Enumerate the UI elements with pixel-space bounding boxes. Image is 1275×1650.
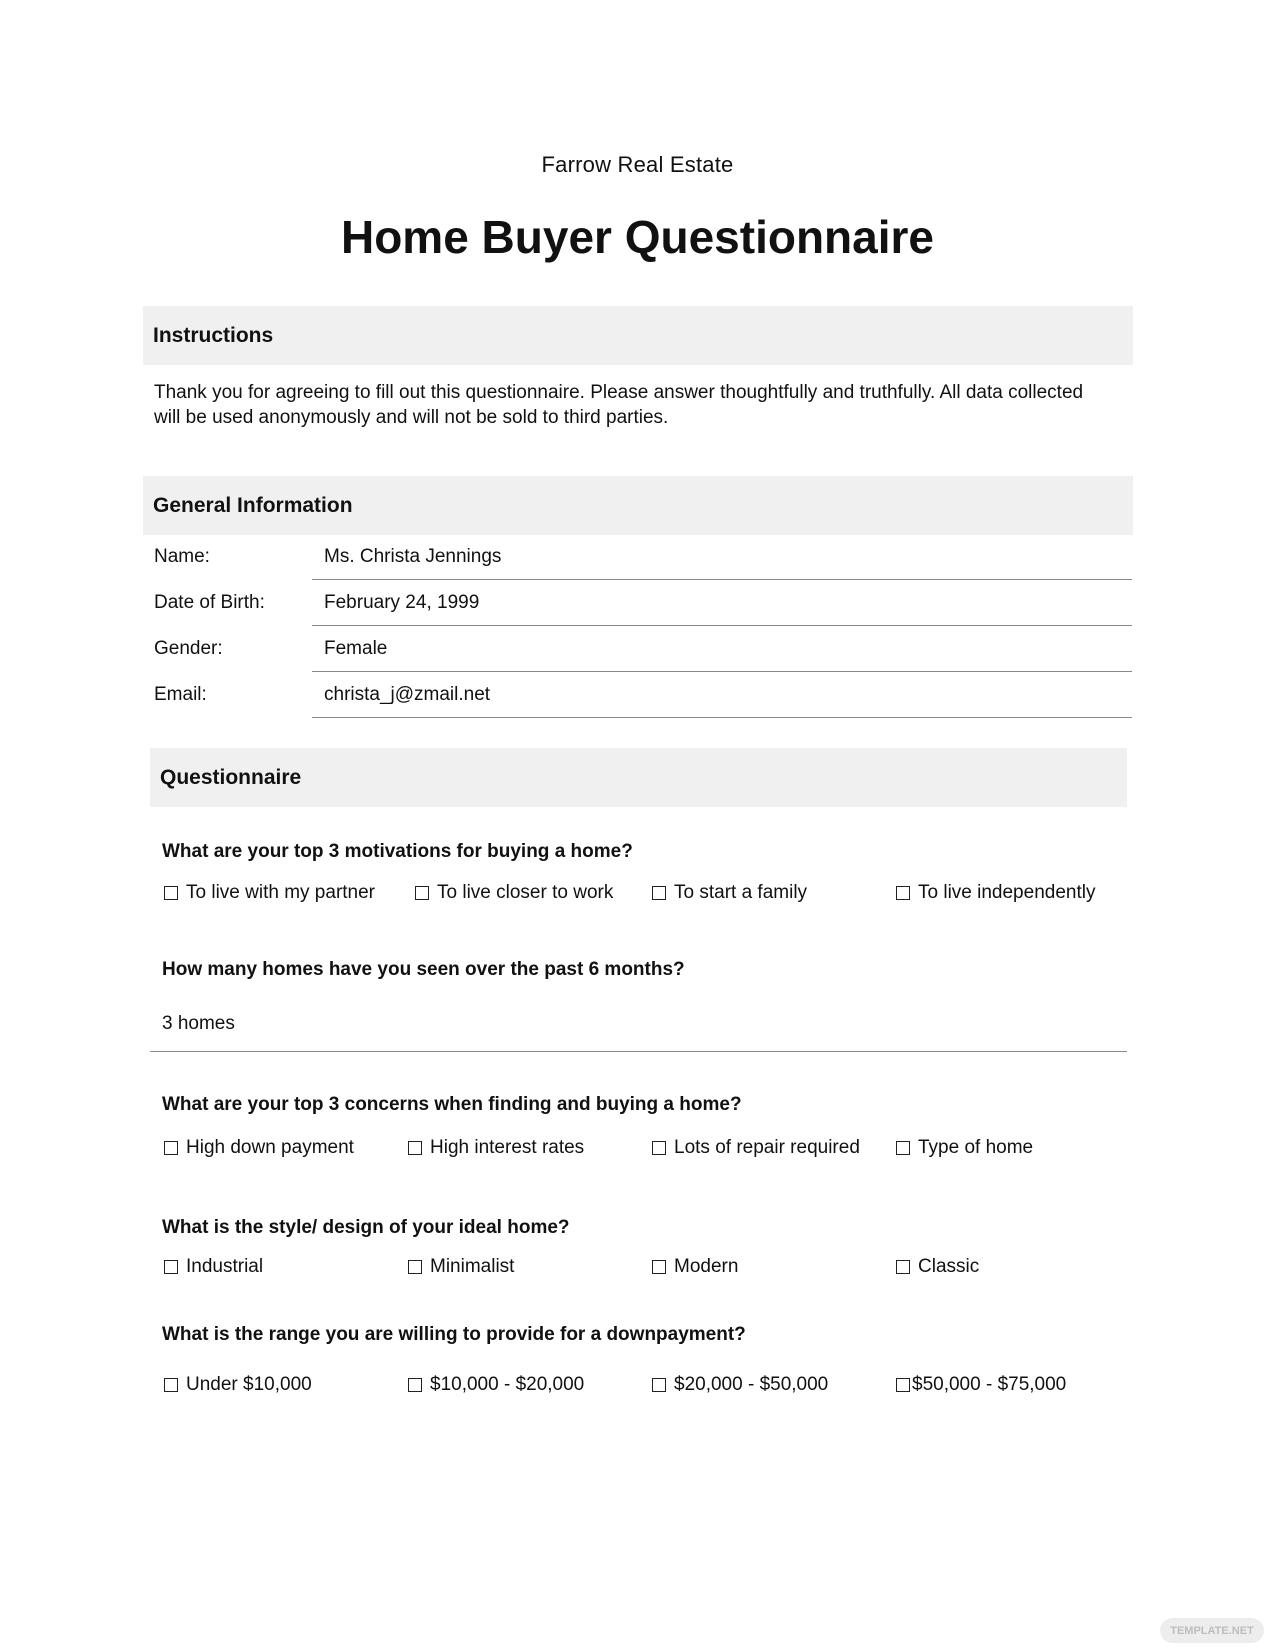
checkbox-icon[interactable] — [408, 1141, 422, 1155]
option-label: $50,000 - $75,000 — [912, 1374, 1067, 1395]
option-label: Type of home — [918, 1137, 1034, 1158]
checkbox-icon[interactable] — [896, 1141, 910, 1155]
homes-seen-answer[interactable]: 3 homes — [150, 996, 1127, 1052]
questionnaire-header: Questionnaire — [150, 748, 1127, 807]
checkbox-option[interactable] — [164, 1256, 263, 1278]
checkbox-icon[interactable] — [652, 1260, 666, 1274]
checkbox-icon[interactable] — [164, 1260, 178, 1274]
checkbox-icon[interactable] — [164, 1378, 178, 1392]
checkbox-icon[interactable] — [652, 1141, 666, 1155]
option-label: High interest rates — [430, 1137, 585, 1158]
checkbox-option[interactable] — [896, 1137, 1033, 1159]
page-title: Home Buyer Questionnaire — [340, 211, 935, 263]
date-of-birth-field[interactable]: February 24, 1999 — [312, 580, 1132, 626]
checkbox-icon[interactable] — [408, 1260, 422, 1274]
option-label: Under $10,000 — [186, 1374, 312, 1395]
option-label: To live closer to work — [437, 882, 614, 903]
gender-label: Gender: — [154, 638, 223, 659]
email-label: Email: — [154, 684, 207, 705]
option-label: $20,000 - $50,000 — [674, 1374, 829, 1395]
company-name: Farrow Real Estate — [541, 152, 734, 177]
checkbox-option[interactable] — [896, 1374, 1066, 1396]
instructions-header: Instructions — [143, 306, 1133, 365]
checkbox-icon[interactable] — [896, 1260, 910, 1274]
checkbox-option[interactable] — [652, 1374, 828, 1396]
question-homes-seen: How many homes have you seen over the past 6 months? — [162, 959, 685, 980]
template-watermark: TEMPLATE.NET — [1160, 1618, 1264, 1643]
option-label: Classic — [918, 1256, 980, 1277]
date-of-birth-label: Date of Birth: — [154, 592, 265, 613]
checkbox-option[interactable] — [652, 1256, 738, 1278]
checkbox-option[interactable] — [164, 882, 375, 904]
option-label: Lots of repair required — [674, 1137, 860, 1158]
option-label: Industrial — [186, 1256, 264, 1277]
checkbox-icon[interactable] — [652, 886, 666, 900]
gender-field[interactable]: Female — [312, 626, 1132, 672]
general-information-header: General Information — [143, 476, 1133, 535]
checkbox-icon[interactable] — [896, 1378, 910, 1392]
checkbox-icon[interactable] — [164, 1141, 178, 1155]
question-concerns: What are your top 3 concerns when finding and buying a home? — [162, 1094, 742, 1115]
checkbox-icon[interactable] — [652, 1378, 666, 1392]
checkbox-option[interactable] — [408, 1256, 514, 1278]
checkbox-option[interactable] — [896, 882, 1095, 904]
checkbox-icon[interactable] — [896, 886, 910, 900]
checkbox-icon[interactable] — [164, 886, 178, 900]
checkbox-option[interactable] — [408, 1137, 584, 1159]
question-style: What is the style/ design of your ideal home? — [162, 1217, 570, 1238]
option-label: Minimalist — [430, 1256, 515, 1277]
checkbox-icon[interactable] — [408, 1378, 422, 1392]
checkbox-option[interactable] — [164, 1374, 312, 1396]
question-downpayment-range: What is the range you are willing to provide for a downpayment? — [162, 1324, 746, 1345]
email-field[interactable]: christa_j@zmail.net — [312, 672, 1132, 718]
option-label: To live with my partner — [186, 882, 376, 903]
checkbox-option[interactable] — [408, 1374, 584, 1396]
name-field[interactable]: Ms. Christa Jennings — [312, 534, 1132, 580]
question-motivations: What are your top 3 motivations for buying a home? — [162, 841, 633, 862]
checkbox-option[interactable] — [652, 1137, 860, 1159]
checkbox-option[interactable] — [652, 882, 807, 904]
option-label: To start a family — [674, 882, 808, 903]
checkbox-option[interactable] — [415, 882, 613, 904]
instructions-text: Thank you for agreeing to fill out this questionnaire. Please answer thoughtfully and truthfully. All data collected will be used anonymously and will not be sold to third parties. — [154, 382, 1084, 428]
option-label: $10,000 - $20,000 — [430, 1374, 585, 1395]
checkbox-option[interactable] — [896, 1256, 979, 1278]
option-label: Modern — [674, 1256, 739, 1277]
checkbox-option[interactable] — [164, 1137, 354, 1159]
option-label: To live independently — [918, 882, 1096, 903]
checkbox-icon[interactable] — [415, 886, 429, 900]
name-label: Name: — [154, 546, 210, 567]
option-label: High down payment — [186, 1137, 354, 1158]
